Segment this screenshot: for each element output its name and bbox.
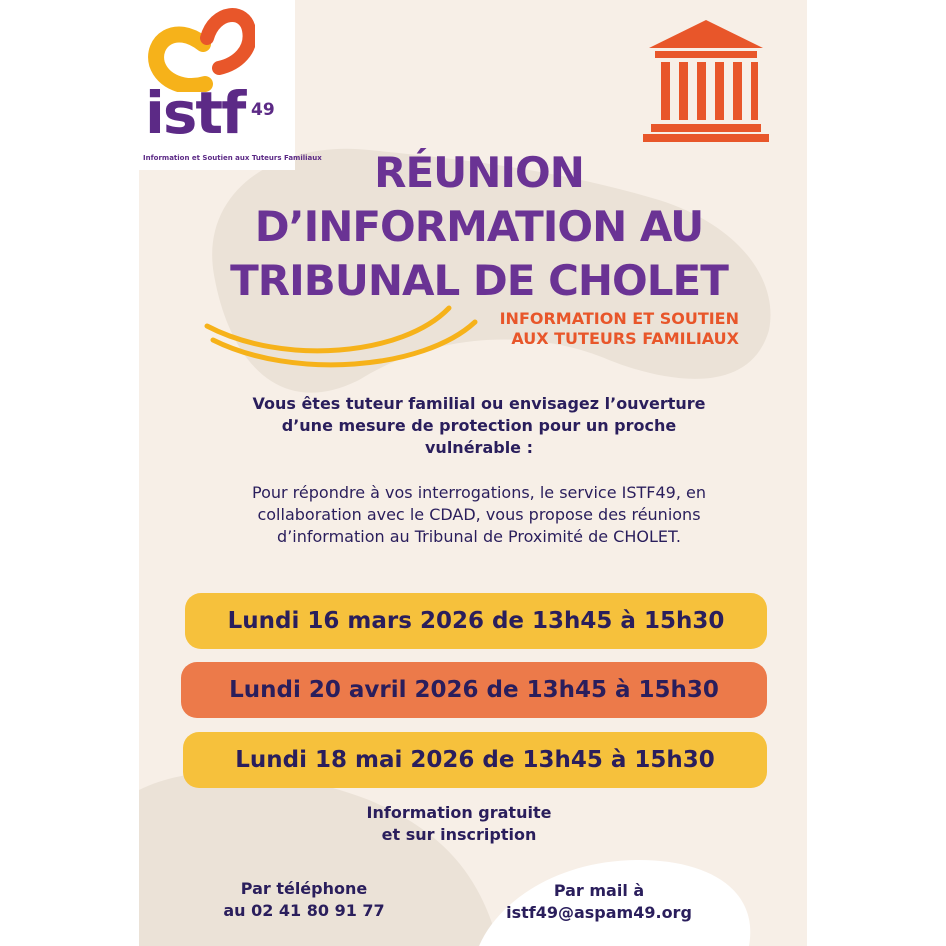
subtitle: [439, 309, 739, 349]
date-bar-2: Lundi 20 avril 2026 de 13h45 à 15h30: [181, 662, 767, 718]
page-title: [199, 146, 759, 308]
phone-label: Par téléphone: [240, 879, 368, 898]
logo-tagline: Information et Soutien aux Tuteurs Familiaux: [143, 154, 322, 162]
intro-text: [219, 393, 739, 459]
body-line-3: d’information au Tribunal de Proximité de CHOLET.: [277, 527, 681, 546]
title-line-1: RÉUNION: [374, 148, 584, 197]
intro-line-1: Vous êtes tuteur familial ou envisagez l’ouverture: [252, 394, 706, 413]
poster: [139, 0, 807, 946]
subtitle-line-2: AUX TUTEURS FAMILIAUX: [511, 329, 739, 348]
logo-word: istf: [145, 79, 245, 147]
info-line-1: Information gratuite: [366, 803, 552, 822]
info-line-2: et sur inscription: [381, 825, 537, 844]
date-bar-3: Lundi 18 mai 2026 de 13h45 à 15h30: [183, 732, 767, 788]
subtitle-line-1: INFORMATION ET SOUTIEN: [499, 309, 739, 328]
contact-mail: [479, 880, 719, 924]
contact-phone: [199, 878, 409, 922]
body-text: [199, 482, 759, 548]
logo-number: 49: [251, 100, 275, 120]
title-line-3: TRIBUNAL DE CHOLET: [230, 256, 728, 305]
logo: [139, 0, 322, 170]
body-line-2: collaboration avec le CDAD, vous propose des réunions: [257, 505, 701, 524]
date-bar-1: Lundi 16 mars 2026 de 13h45 à 15h30: [185, 593, 767, 649]
mail-label: Par mail à: [553, 881, 645, 900]
title-line-2: D’INFORMATION AU: [254, 202, 704, 251]
intro-line-2: d’une mesure de protection pour un proche: [281, 416, 677, 435]
courthouse-icon: [641, 16, 771, 146]
intro-line-3: vulnérable :: [425, 438, 533, 457]
phone-number: au 02 41 80 91 77: [223, 901, 385, 920]
mail-address[interactable]: istf49@aspam49.org: [506, 903, 692, 922]
info-text: [299, 802, 619, 846]
body-line-1: Pour répondre à vos interrogations, le service ISTF49, en: [252, 483, 706, 502]
